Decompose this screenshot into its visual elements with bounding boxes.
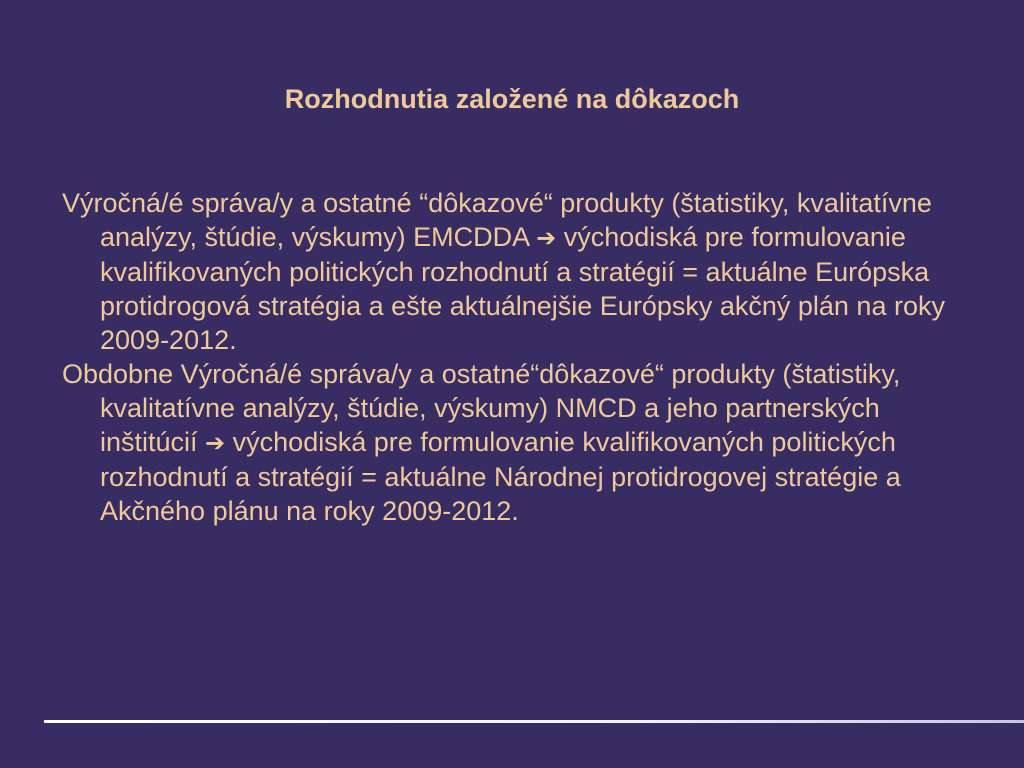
right-arrow-icon: ➔ [205,429,226,457]
paragraph-emcdda [62,186,962,357]
footer-divider [44,720,1024,723]
paragraph-nmcd-text-after: východiská pre formulovanie kvalifikovaných politických rozhodnutí a stratégií = aktuálne Národnej protidrogovej stratégie a Akčného plánu na roky 2009-2012. [100,427,901,526]
right-arrow-icon: ➔ [536,224,557,252]
slide-title: Rozhodnutia založené na dôkazoch [284,84,740,114]
paragraph-emcdda-text-after: východiská pre formulovanie kvalifikovaných politických rozhodnutí a stratégií = aktuálne Európska protidrogová stratégia a ešte aktuálnejšie Európsky akčný plán na roky 2009-2012. [100,222,945,355]
paragraph-nmcd-text-before: Obdobne Výročná/é správa/y a ostatné“dôkazové“ produkty (štatistiky, kvalitatívne analýzy, štúdie, výskumy) NMCD a jeho partnerských inštitúcií [62,359,901,457]
slide-body [62,186,962,528]
paragraph-emcdda-text-before: Výročná/é správa/y a ostatné “dôkazové“ produkty (štatistiky, kvalitatívne analýzy, štúdie, výskumy) EMCDDA [62,188,932,252]
paragraph-nmcd [62,357,962,528]
